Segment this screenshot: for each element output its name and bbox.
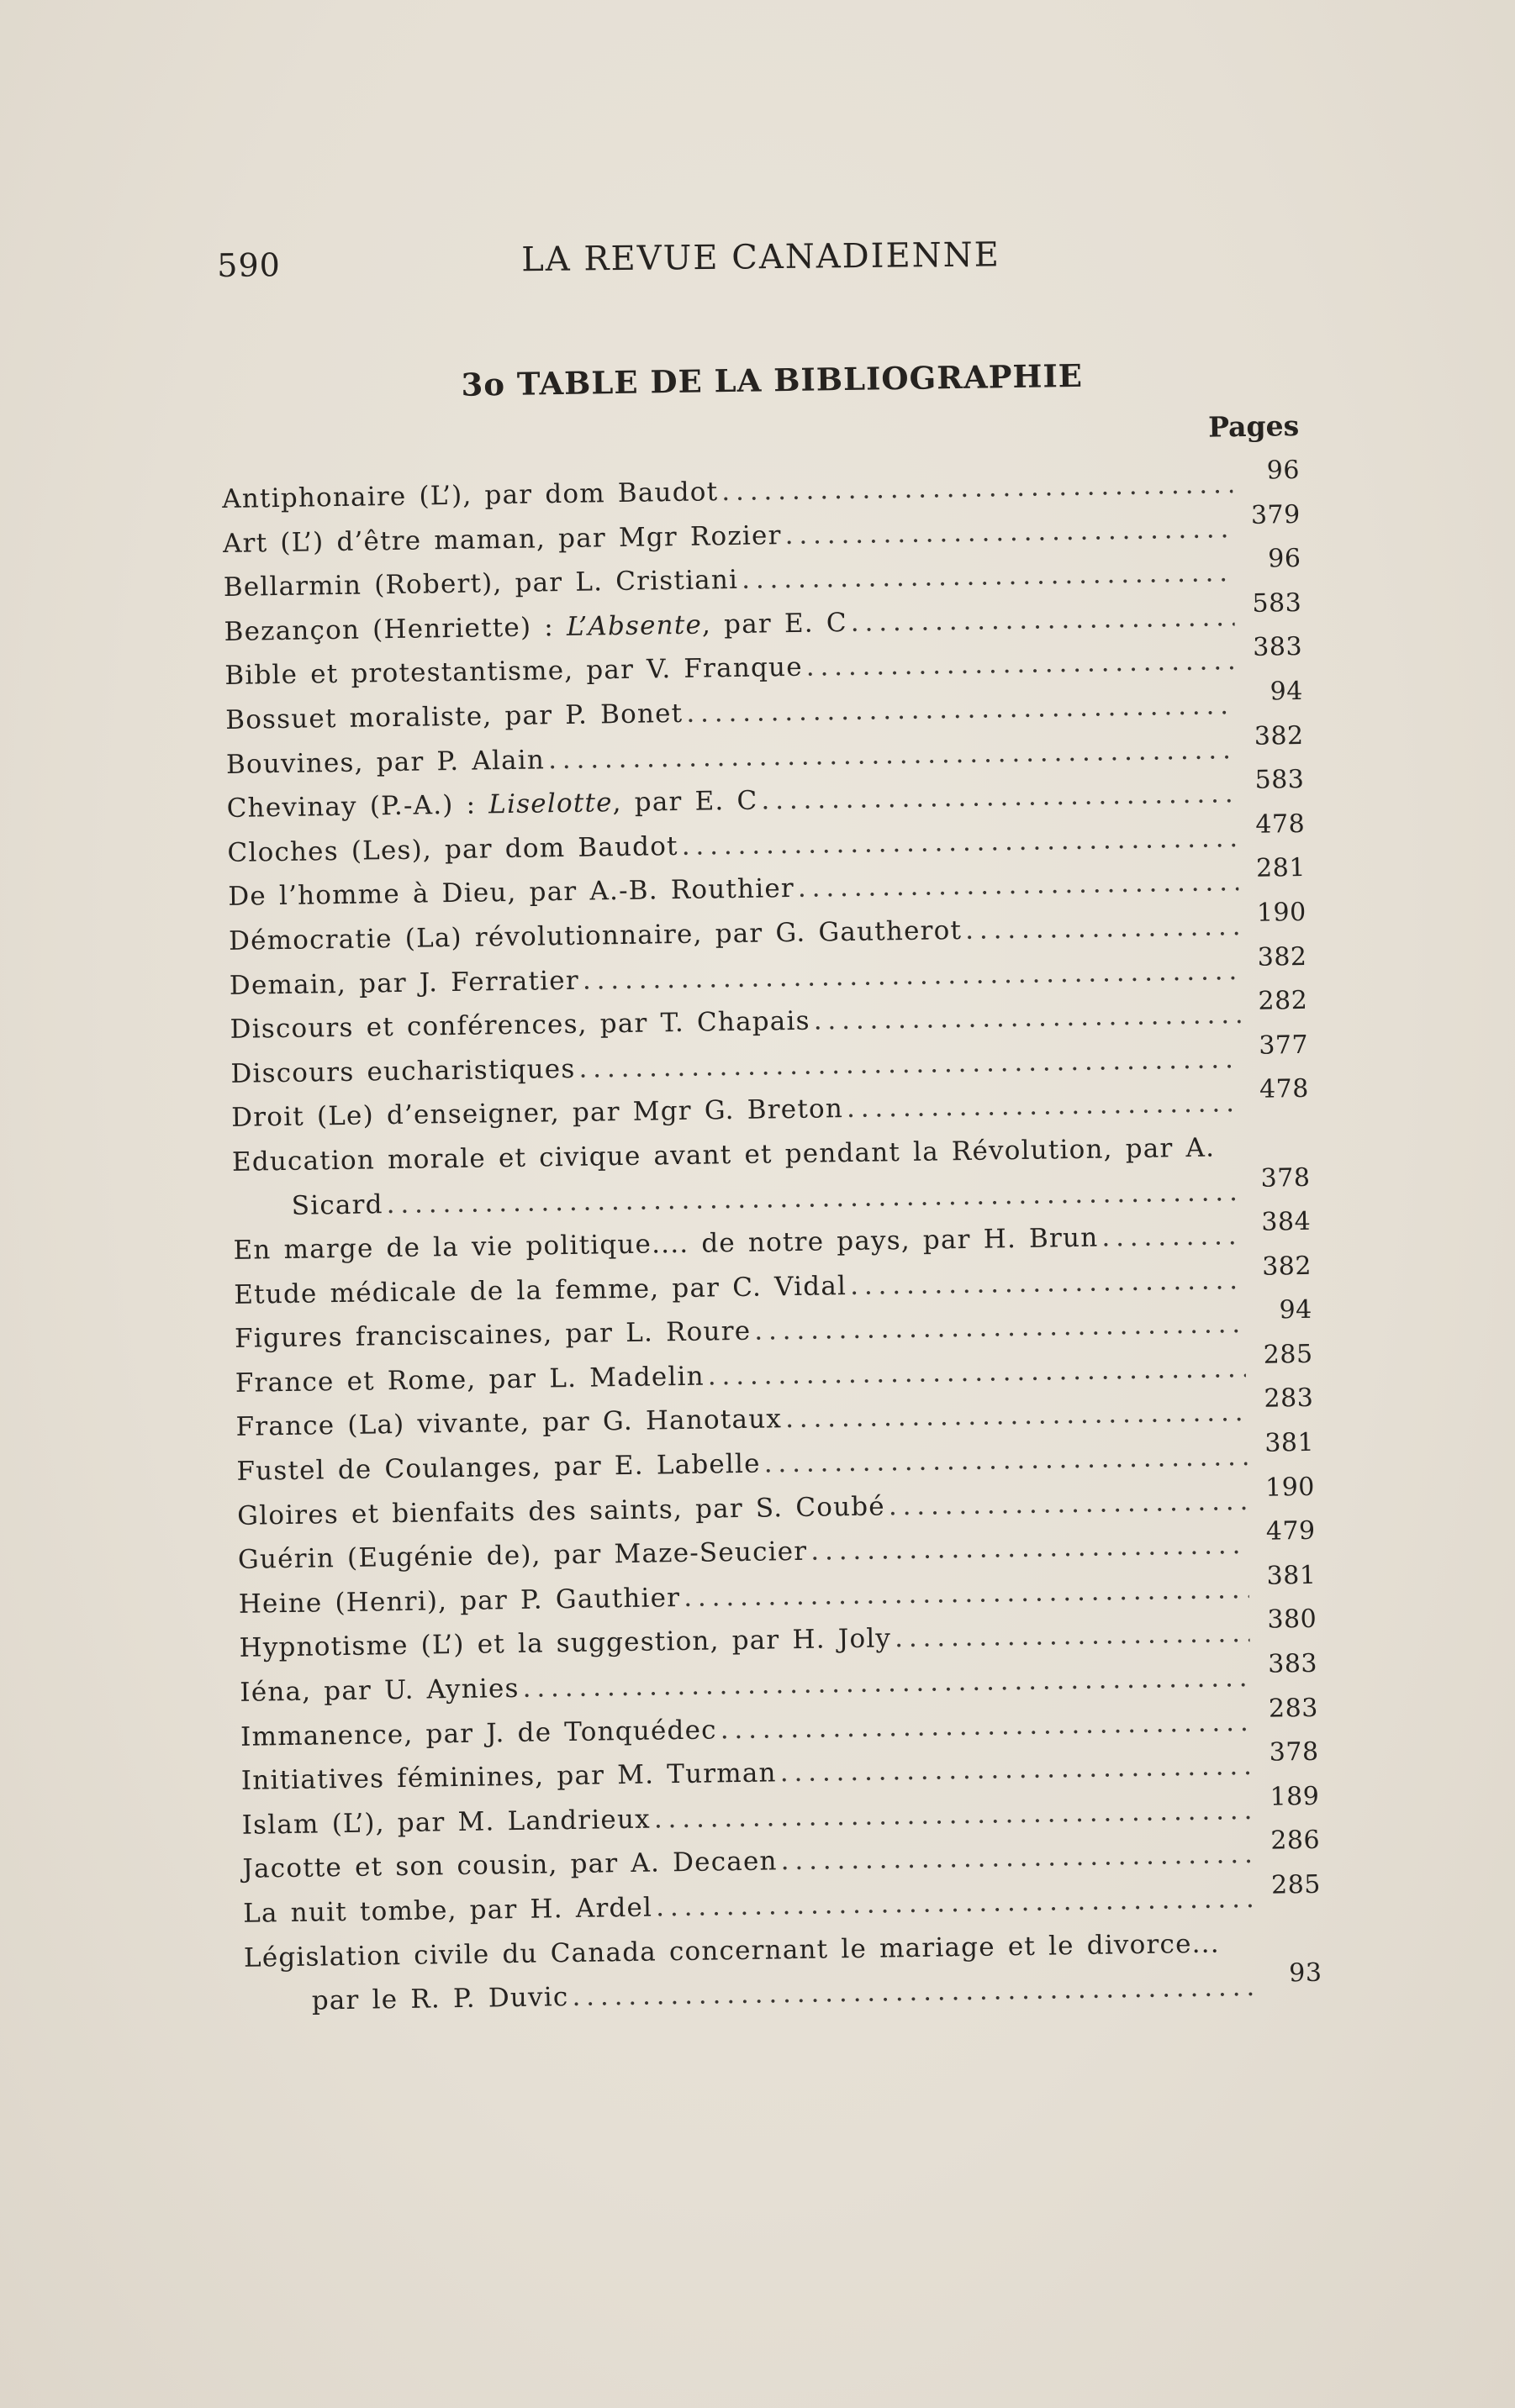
dot-leader: [721, 469, 1233, 507]
entry-page-number: 378: [1260, 1162, 1311, 1193]
entry-page-number: 381: [1264, 1427, 1315, 1458]
dot-leader: [850, 1265, 1245, 1301]
entry-title: Initiatives féminines, par M. Turman: [240, 1757, 777, 1797]
entry-author: Chevinay (P.-A.) :: [226, 789, 489, 825]
dot-leader: [847, 1088, 1243, 1124]
entry-title: Art (L’) d’être maman, par Mgr Rozier: [222, 519, 782, 559]
entry-page-number: 383: [1267, 1648, 1318, 1679]
entry-page-number: 381: [1266, 1560, 1317, 1591]
entry-page-number: 283: [1264, 1383, 1314, 1415]
entry-title: Iéna, par U. Aynies: [240, 1673, 520, 1708]
entry-page-number: 285: [1270, 1869, 1322, 1900]
entry-page-number: 190: [1256, 897, 1306, 928]
entry-author: Bezançon (Henriette) :: [224, 611, 567, 647]
dot-leader: [763, 1441, 1247, 1479]
entry-title: Guérin (Eugénie de), par Maze-Seucier: [237, 1536, 808, 1576]
entry-title: Islam (L’), par M. Landrieux: [241, 1804, 652, 1841]
entry-page-number: 286: [1270, 1826, 1321, 1857]
entry-reviewer: , par E. C: [612, 785, 758, 819]
entry-title: Législation civile du Canada concernant le mariage et le divorce...: [243, 1928, 1221, 1973]
entry-title: Bossuet moraliste, par P. Bonet: [224, 698, 684, 735]
entry-title: Cloches (Les), par dom Baudot: [227, 830, 678, 868]
section-title: 3o TABLE DE LA BIBLIOGRAPHIE: [461, 356, 1084, 403]
entry-list: [222, 455, 1322, 2031]
dot-leader: [754, 1309, 1245, 1346]
entry-title: Bible et protestantisme, par V. Franque: [224, 652, 803, 692]
entry-title: Fustel de Coulanges, par E. Labelle: [236, 1448, 761, 1487]
entry-page-number: 379: [1250, 499, 1301, 530]
entry-title: Heine (Henri), par P. Gauthier: [238, 1582, 681, 1620]
entry-page-number: 478: [1255, 809, 1306, 840]
entry-page-number: 384: [1261, 1206, 1312, 1237]
entry-title: France et Rome, par L. Madelin: [235, 1361, 705, 1399]
entry-title: La nuit tombe, par H. Ardel: [242, 1892, 653, 1929]
entry-work-title: Liselotte: [488, 788, 613, 820]
dot-leader: [798, 867, 1239, 904]
entry-title: par le R. P. Duvic: [311, 1982, 569, 2016]
entry-page-number: 96: [1266, 455, 1301, 486]
page-number: 590: [217, 246, 282, 284]
entry-title: Jacotte et son cousin, par A. Decaen: [242, 1846, 778, 1885]
dot-leader: [779, 1751, 1252, 1788]
dot-leader: [784, 514, 1233, 551]
entry-page-number: 94: [1279, 1295, 1312, 1325]
entry-title: Bouvines, par P. Alain: [225, 744, 546, 780]
bibliography-table: [220, 354, 1322, 2031]
entry-title: Education morale et civique avant et pendant la Révolution, par A.: [231, 1132, 1216, 1178]
pages-column-header: Pages: [1207, 408, 1300, 444]
entry-title: Discours et conférences, par T. Chapais: [230, 1005, 810, 1046]
journal-title: LA REVUE CANADIENNE: [520, 235, 1001, 280]
entry-title: Hypnotisme (L’) et la suggestion, par H. Joly: [239, 1623, 892, 1664]
entry-title: Immanence, par J. de Tonquédec: [240, 1715, 717, 1752]
entry-page-number: 382: [1261, 1251, 1312, 1282]
dot-leader: [850, 602, 1234, 638]
entry-title: En marge de la vie politique.... de notre pays, par H. Brun: [233, 1222, 1099, 1266]
entry-page-number: 378: [1269, 1737, 1319, 1768]
entry-title: Droit (Le) d’enseigner, par Mgr G. Breton: [230, 1093, 844, 1134]
entry-page-number: 282: [1258, 986, 1308, 1016]
entry-title: Démocratie (La) révolutionnaire, par G. Gautherot: [228, 914, 963, 956]
entry-title: De l’homme à Dieu, par A.-B. Routhier: [228, 873, 795, 913]
entry-page-number: 94: [1270, 676, 1304, 707]
entry-title: Antiphonaire (L’), par dom Baudot: [222, 477, 719, 514]
entry-title: Discours eucharistiques: [230, 1053, 576, 1089]
entry-work-title: L’Absente: [566, 609, 703, 642]
entry-page-number: 377: [1259, 1030, 1309, 1061]
entry-title: Gloires et bienfaits des saints, par S. Coubé: [236, 1491, 886, 1531]
dot-leader: [810, 1530, 1248, 1567]
entry-title: Figures franciscaines, par L. Roure: [234, 1316, 752, 1355]
dot-leader: [805, 646, 1235, 683]
running-head: [217, 235, 1016, 294]
entry-page-number: 93: [1288, 1957, 1322, 1989]
entry-page-number: 380: [1267, 1604, 1317, 1636]
entry-page-number: 479: [1265, 1516, 1316, 1546]
dot-leader: [965, 911, 1239, 946]
entry-title: Demain, par J. Ferratier: [229, 965, 580, 1001]
dot-leader: [889, 1486, 1248, 1521]
entry-page-number: 190: [1264, 1472, 1316, 1503]
entry-page-number: 283: [1268, 1693, 1319, 1724]
entry-page-number: 189: [1270, 1781, 1320, 1812]
entry-title: Etude médicale de la femme, par C. Vidal: [234, 1270, 847, 1310]
entry-title: Bellarmin (Robert), par L. Cristiani: [223, 565, 739, 603]
entry-page-number: 383: [1253, 632, 1303, 663]
dot-leader: [895, 1618, 1250, 1653]
entry-page-number: 583: [1252, 588, 1302, 619]
entry-page-number: 382: [1257, 941, 1307, 972]
entry-page-number: 96: [1268, 544, 1301, 574]
entry-page-number: 583: [1254, 765, 1305, 795]
entry-title: France (La) vivante, par G. Hanotaux: [235, 1404, 783, 1443]
dot-leader: [761, 778, 1238, 815]
dot-leader: [742, 557, 1234, 595]
entry-page-number: 285: [1263, 1339, 1313, 1370]
entry-page-number: 478: [1259, 1074, 1310, 1105]
entry-reviewer: , par E. C: [701, 607, 848, 640]
dot-leader: [785, 1398, 1247, 1435]
dot-leader: [813, 999, 1240, 1036]
entry-title: Sicard: [291, 1188, 383, 1221]
dot-leader: [780, 1839, 1253, 1876]
dot-leader: [1101, 1220, 1244, 1253]
entry-page-number: 281: [1255, 853, 1306, 884]
entry-page-number: 382: [1254, 720, 1304, 751]
